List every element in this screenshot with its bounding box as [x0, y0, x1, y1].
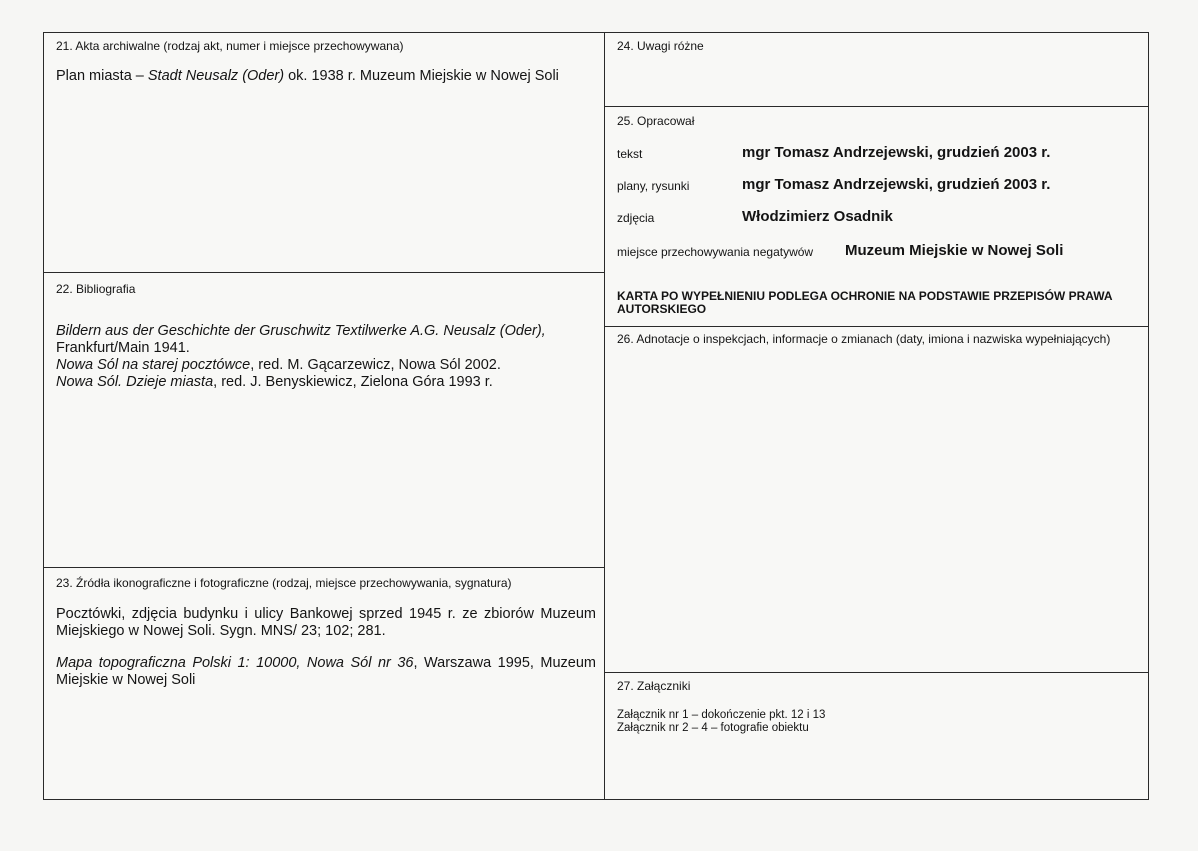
- bibliography-list: [56, 323, 596, 391]
- section-23: [56, 576, 596, 689]
- section-24-heading: 24. Uwagi różne: [617, 39, 704, 53]
- attachment-item-2: Załącznik nr 2 – 4 – fotografie obiektu: [617, 722, 809, 734]
- negatywy-value: Muzeum Miejskie w Nowej Soli: [845, 242, 1064, 259]
- zdjecia-value: Włodzimierz Osadnik: [742, 208, 893, 225]
- section-22-heading: 22. Bibliografia: [56, 282, 136, 296]
- plany-label: plany, rysunki: [617, 179, 690, 193]
- section-21-heading: 21. Akta archiwalne (rodzaj akt, numer i miejsce przechowywana): [56, 39, 404, 53]
- section-22: [56, 282, 596, 391]
- attachment-item-1: Załącznik nr 1 – dokończenie pkt. 12 i 13: [617, 709, 826, 721]
- zdjecia-label: zdjęcia: [617, 211, 655, 225]
- divider-26-27: [604, 672, 1149, 673]
- iconographic-source-1: Pocztówki, zdjęcia budynku i ulicy Bankowej sprzed 1945 r. ze zbiorów Muzeum Miejskiego w Nowej Soli. Sygn. MNS/ 23; 102; 281.: [56, 606, 596, 639]
- section-27: [617, 679, 1137, 735]
- section-21-text: [56, 68, 596, 85]
- bibliography-entry: Bildern aus der Geschichte der Gruschwitz Textilwerke A.G. Neusalz (Oder), Frankfurt/Main 1941.: [56, 323, 546, 356]
- column-divider: [604, 32, 605, 800]
- archive-suffix: ok. 1938 r. Muzeum Miejskie w Nowej Soli: [284, 68, 559, 84]
- section-25-heading: 25. Opracował: [617, 114, 695, 128]
- bibliography-entry: Nowa Sól. Dzieje miasta, red. J. Benyskiewicz, Zielona Góra 1993 r.: [56, 374, 493, 390]
- plany-value: mgr Tomasz Andrzejewski, grudzień 2003 r.: [742, 176, 1051, 193]
- section-24: [617, 39, 1137, 54]
- divider-22-23: [43, 567, 605, 568]
- copyright-note: KARTA PO WYPEŁNIENIU PODLEGA OCHRONIE NA PODSTAWIE PRZEPISÓW PRAWA AUTORSKIEGO: [617, 289, 1113, 316]
- section-27-heading: 27. Załączniki: [617, 679, 691, 693]
- divider-21-22: [43, 272, 605, 273]
- divider-24-25: [604, 106, 1149, 107]
- bibliography-entry: Nowa Sól na starej pocztówce, red. M. Gącarzewicz, Nowa Sól 2002.: [56, 357, 501, 373]
- archive-prefix: Plan miasta –: [56, 68, 148, 84]
- divider-25-26: [604, 326, 1149, 327]
- tekst-label: tekst: [617, 147, 643, 161]
- section-23-heading: 23. Źródła ikonograficzne i fotograficzne (rodzaj, miejsce przechowywania, sygnatura): [56, 576, 512, 590]
- negatywy-label: miejsce przechowywania negatywów: [617, 245, 814, 259]
- section-21: [56, 39, 596, 85]
- section-26-heading: 26. Adnotacje o inspekcjach, informacje o zmianach (daty, imiona i nazwiska wypełniających): [617, 332, 1111, 346]
- tekst-value: mgr Tomasz Andrzejewski, grudzień 2003 r.: [742, 144, 1051, 161]
- iconographic-source-2: Mapa topograficzna Polski 1: 10000, Nowa Sól nr 36, Warszawa 1995, Muzeum Miejskie w Nowej Soli: [56, 655, 597, 688]
- archive-title: Stadt Neusalz (Oder): [147, 68, 285, 84]
